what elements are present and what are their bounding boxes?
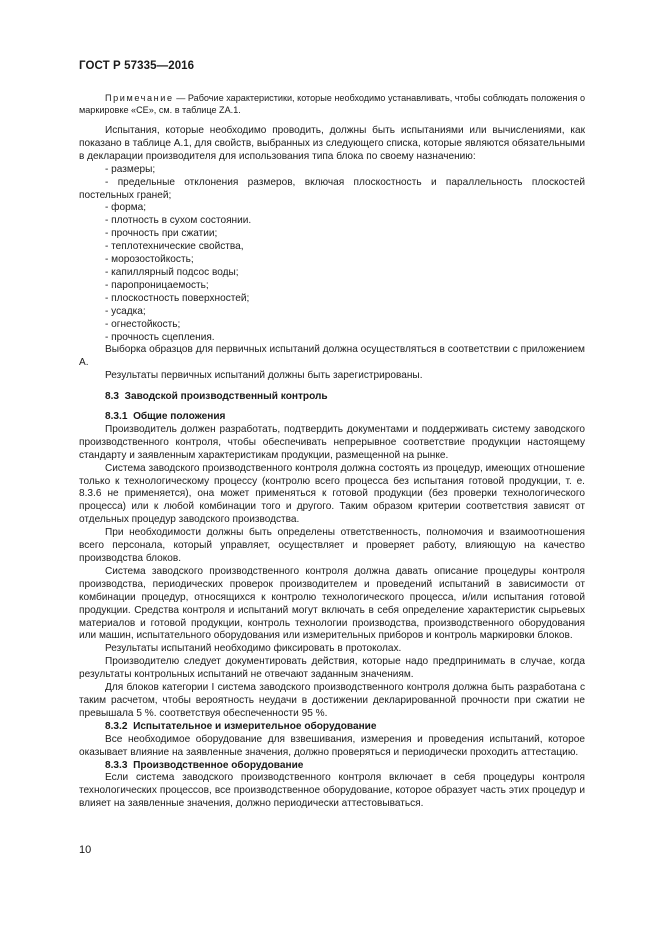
paragraph: Все необходимое оборудование для взвешивания, измерения и проведения испытаний, которое оказывает влияние на заявленные значения, должно проверяться и периодически проходить аттестацию.	[79, 733, 585, 758]
note-text: — Рабочие характеристики, которые необходимо устанавливать, чтобы соблюдать положения о маркировке «CE», см. в таблице ZA.1.	[79, 93, 585, 115]
intro-paragraph: Испытания, которые необходимо проводить, должны быть испытаниями или вычислениями, как показано в таблице А.1, для свойств, выбранных из следующего списка, которые являются обязательными в декларации производителя для использования типа блока по своему назначению:	[79, 125, 585, 162]
list-item: - плоскостность поверхностей;	[105, 292, 250, 304]
note-paragraph	[79, 93, 585, 116]
list-item: - плотность в сухом состоянии.	[105, 215, 252, 227]
spacer	[79, 404, 585, 411]
page-content	[79, 93, 585, 811]
subsection-number: 8.3.3	[105, 759, 128, 771]
list-item: - усадка;	[105, 305, 146, 317]
properties-list	[79, 164, 585, 345]
subsection-number: 8.3.2	[105, 720, 128, 732]
list-item: - огнестойкость;	[105, 318, 181, 330]
list-item: - теплотехнические свойства,	[105, 241, 244, 253]
paragraph: Система заводского производственного контроля должна состоять из процедур, имеющих отношение только к технологическому процессу (контролю всего процесса без испытания готовой продукции, т. е. 8.3.6 не применяется), она может применяться к готовой продукции (без проверки технологического процесса) или к любой комбинации того и другого. Таким образом критерии соответствия зависят от отдельных процедур заводского производства.	[79, 462, 585, 526]
note-label: Примечание	[105, 93, 174, 103]
subsection-title: Испытательное и измерительное оборудование	[133, 720, 377, 732]
list-item: - капиллярный подсос воды;	[105, 266, 239, 278]
list-item: - форма;	[105, 202, 147, 214]
sampling-paragraph: Выборка образцов для первичных испытаний должна осуществляться в соответствии с приложением А.	[79, 344, 585, 369]
paragraph: Результаты испытаний необходимо фиксировать в протоколах.	[105, 643, 402, 655]
paragraph: При необходимости должны быть определены ответственность, полномочия и взаимоотношения всего персонала, который управляет, осуществляет и проверяет работу, влияющую на качество производства блоков.	[79, 527, 585, 564]
spacer	[79, 383, 585, 391]
subsection-title: Производственное оборудование	[133, 759, 304, 771]
section-number: 8.3	[105, 391, 120, 403]
subsection-title: Общие положения	[133, 411, 226, 423]
document-header: ГОСТ Р 57335—2016	[79, 60, 195, 72]
list-item: - прочность сцепления.	[105, 331, 215, 343]
subsection-number: 8.3.1	[105, 411, 128, 423]
list-item: - паропроницаемость;	[105, 279, 209, 291]
paragraph: Если система заводского производственного контроля включает в себя процедуры контроля технологических процессов, все производственное оборудование, которое образует часть этих процедур и влияет на заявленные значения, должно периодически аттестовываться.	[79, 772, 585, 810]
paragraph: Для блоков категории I система заводского производственного контроля должна быть разработана с таким расчетом, чтобы вероятность неудачи в достижении декларированной прочности при сжатии не превышала 5 %. соответствуя обеспеченности 95 %.	[79, 682, 585, 719]
subsection-heading-8-3-2	[79, 721, 585, 734]
page-number: 10	[79, 844, 92, 856]
paragraph: Производителю следует документировать действия, которые надо предпринимать в случае, когда результаты контрольных испытаний не отвечают заданным значениям.	[79, 656, 585, 681]
subsection-heading-8-3-1	[79, 411, 585, 424]
paragraph: Система заводского производственного контроля должна давать описание процедуры контроля производства, периодических проверок производителем и проведений испытаний в зависимости от комбинации процедур, относящихся к контролю технологического процесса, и/или испытания готовой продукции. Средства контроля и испытаний могут включать в себя определение характеристик сырьевых материалов и готовой продукции, контроль технологии производства, производственного оборудования или машин, испытательного оборудования или измерительных приборов и контроль маркировки блоков.	[79, 565, 585, 642]
list-item: - предельные отклонения размеров, включая плоскостность и параллельность плоскостей постельных граней;	[79, 176, 585, 201]
section-title: Заводской производственный контроль	[124, 391, 328, 403]
subsection-heading-8-3-3	[79, 760, 585, 773]
list-item: - прочность при сжатии;	[105, 228, 218, 240]
list-item: - морозостойкость;	[105, 254, 194, 266]
section-heading-8-3	[79, 391, 585, 404]
list-item: - размеры;	[105, 163, 156, 175]
results-registration-paragraph: Результаты первичных испытаний должны быть зарегистрированы.	[105, 370, 423, 382]
paragraph: Производитель должен разработать, подтвердить документами и поддерживать систему заводского производственного контроля, чтобы обеспечивать непрерывное соответствие продукции настоящему стандарту и заявленным характеристикам продукции, размещенной на рынке.	[79, 423, 585, 461]
